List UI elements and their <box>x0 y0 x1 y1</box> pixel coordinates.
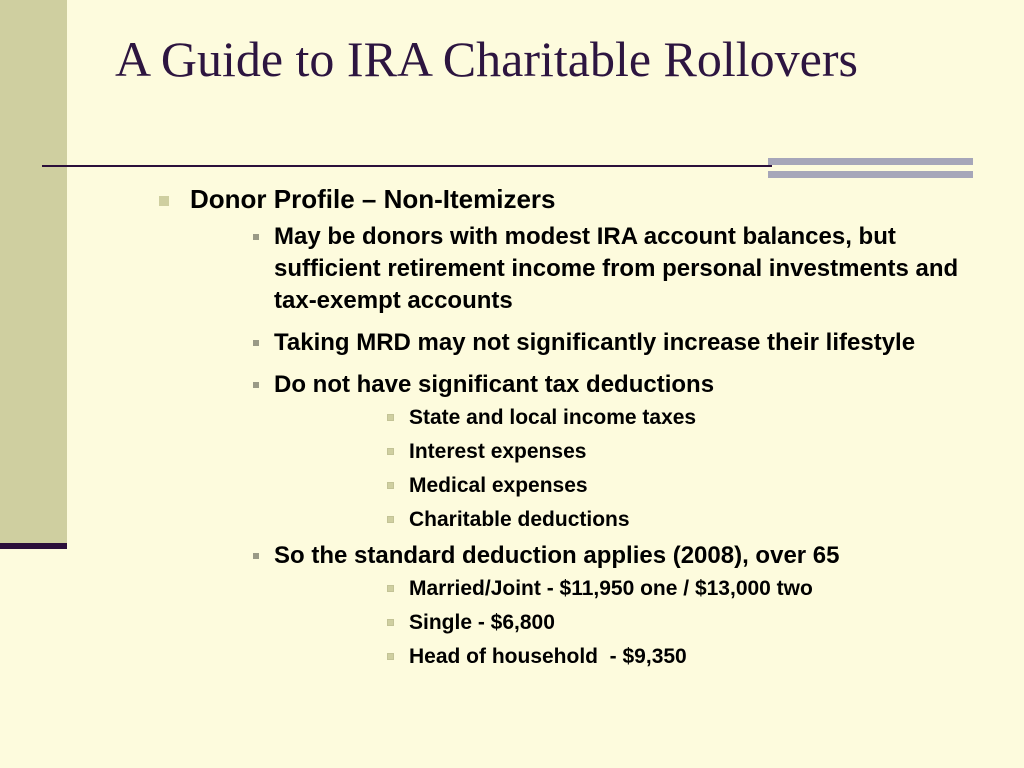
title-accent-bar-top <box>768 158 973 165</box>
bullet-text: Medical expenses <box>409 474 588 497</box>
square-bullet-icon <box>387 448 394 455</box>
bullet-level2 <box>190 327 970 359</box>
slide-title: A Guide to IRA Charitable Rollovers <box>115 31 858 87</box>
bullet-text: Do not have significant tax deductions <box>274 371 715 398</box>
bullet-level3 <box>274 609 970 636</box>
bullet-text: Married/Joint - $11,950 one / $13,000 two <box>409 577 813 600</box>
bullet-text: So the standard deduction applies (2008), over 65 <box>274 542 840 569</box>
title-divider <box>42 165 772 167</box>
square-bullet-icon <box>387 653 394 660</box>
sub-bullet-list <box>190 221 970 670</box>
bullet-text: Taking MRD may not significantly increase their lifestyle <box>274 329 916 356</box>
slide-body <box>150 183 970 677</box>
bullet-level2 <box>190 540 970 670</box>
bullet-level3 <box>274 506 970 533</box>
bullet-level2 <box>190 369 970 533</box>
left-decor-band <box>0 0 67 548</box>
bullet-level3 <box>274 438 970 465</box>
square-bullet-icon <box>387 482 394 489</box>
bullet-level3 <box>274 472 970 499</box>
bullet-text: Single - $6,800 <box>409 611 555 634</box>
title-accent-bar-bottom <box>768 171 973 178</box>
square-bullet-icon <box>253 382 259 388</box>
bullet-level1 <box>150 183 970 670</box>
bullet-heading: Donor Profile – Non-Itemizers <box>190 184 556 214</box>
sub-sub-bullet-list <box>274 575 970 670</box>
bullet-level2 <box>190 221 970 317</box>
bullet-text: May be donors with modest IRA account balances, but sufficient retirement income from personal investments and tax-exempt accounts <box>274 223 959 314</box>
square-bullet-icon <box>387 414 394 421</box>
square-bullet-icon <box>387 585 394 592</box>
square-bullet-icon <box>253 553 259 559</box>
bullet-level3 <box>274 404 970 431</box>
square-bullet-icon <box>387 619 394 626</box>
sub-sub-bullet-list <box>274 404 970 533</box>
square-bullet-icon <box>159 196 169 206</box>
left-band-accent <box>0 543 67 549</box>
bullet-text: State and local income taxes <box>409 406 697 429</box>
bullet-level3 <box>274 575 970 602</box>
square-bullet-icon <box>253 340 259 346</box>
bullet-text: Head of household - $9,350 <box>409 645 687 668</box>
bullet-text: Interest expenses <box>409 440 587 463</box>
square-bullet-icon <box>253 234 259 240</box>
bullet-list <box>150 183 970 670</box>
square-bullet-icon <box>387 516 394 523</box>
bullet-text: Charitable deductions <box>409 508 630 531</box>
bullet-level3 <box>274 643 970 670</box>
